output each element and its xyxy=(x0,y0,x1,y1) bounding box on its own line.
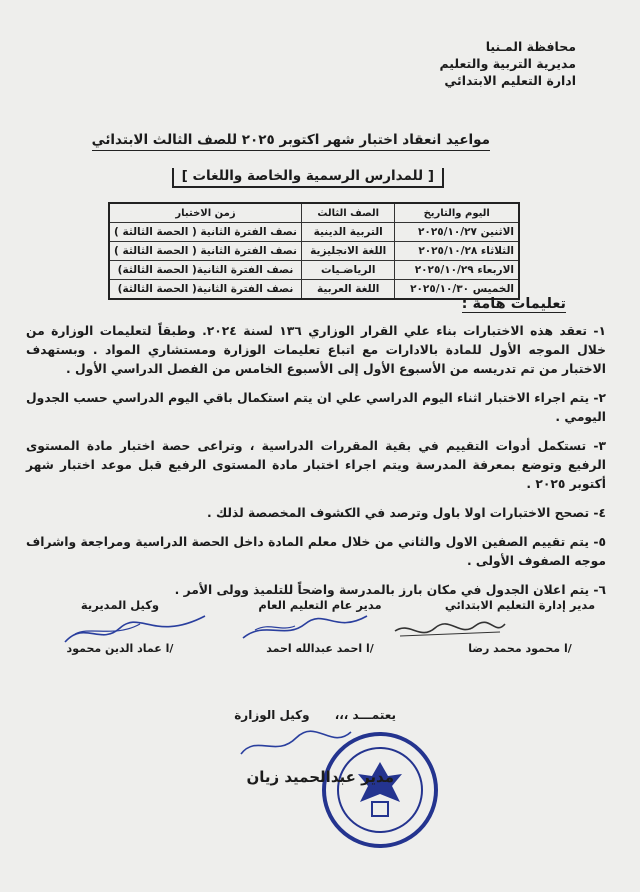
row-day: الاربعاء ٢٠٢٥/١٠/٢٩ xyxy=(395,261,519,280)
row-subject: التربية الدينية xyxy=(302,223,395,242)
endorsement-line xyxy=(234,708,396,722)
signature-scribble-3 xyxy=(60,612,210,652)
signature-scribble-2 xyxy=(235,610,375,646)
letterhead xyxy=(439,38,576,89)
deputy-name: مدير عبدالحميد زيان xyxy=(246,768,394,786)
table-header-row xyxy=(109,203,519,223)
row-time: نصف الفترة الثانية ( الحصة الثالثة ) xyxy=(109,223,302,242)
row-subject: اللغة العربية xyxy=(302,280,395,300)
signature-name: /ا محمود محمد رضا xyxy=(468,642,572,655)
signature-scribble-1 xyxy=(390,616,510,646)
endorsement-label: يعتمـــد ،،، xyxy=(334,708,396,722)
instruction-item: ٣- تستكمل أدوات التقييم في بقية المقررات الدراسية ، وتراعى حصة اختبار مادة المستوى الرفيع وتوضع بمعرفة المدرسة ويتم اجراء اختبار مادة المستوى الرفيع قبل موعد اختبار شهر أكتوبر ٢٠٢٥ . xyxy=(26,439,606,491)
header-exam-time: زمن الاختبار xyxy=(109,203,302,223)
instructions-list xyxy=(26,322,606,610)
table-row xyxy=(109,242,519,261)
row-time: نصف الفترة الثانية( الحصة الثالثة) xyxy=(109,280,302,300)
signature-row xyxy=(20,598,620,668)
official-seal-icon xyxy=(320,730,440,850)
governorate-line: محافظة المـنيا xyxy=(485,39,576,54)
instruction-item: ٢- يتم اجراء الاختبار اثناء اليوم الدراسي علي ان يتم استكمال باقي اليوم الدراسي حسب الجدول اليومي . xyxy=(26,391,606,424)
subtitle-text: للمدارس الرسمية والخاصة واللغات xyxy=(192,168,424,184)
signature-role: مدير إدارة التعليم الابتدائي xyxy=(444,598,596,612)
row-day: الاثنين ٢٠٢٥/١٠/٢٧ xyxy=(395,223,519,242)
row-day: الثلاثاء ٢٠٢٥/١٠/٢٨ xyxy=(395,242,519,261)
instruction-item: ١- تعقد هذه الاختبارات بناء علي القرار الوزاري ١٣٦ لسنة ٢٠٢٤. وطبقاً لتعليمات الوزارة من خلال الموجه الأول للمادة بالادارات مع اتباع تعليمات الوزارة ومستشاري المواد . وبستهدف الاختبار من تم تدريسه من الأسبوع الأول إلى الأسبوع الخامس من الفصل الدراسي الأول . xyxy=(26,324,606,376)
row-subject: الرياضـيات xyxy=(302,261,395,280)
table-row xyxy=(109,280,519,300)
instructions-title: تعليمات هامة : xyxy=(461,296,566,312)
signature-name: /ا احمد عبدالله احمد xyxy=(266,642,374,655)
instruction-item: ٤- تصحح الاختبارات اولا باول وترصد في الكشوف المخصصة لذلك . xyxy=(207,506,606,520)
header-day-date: اليوم والتاريخ xyxy=(395,203,519,223)
row-time: نصف الفترة الثانية( الحصة الثالثة) xyxy=(109,261,302,280)
endorsement-role: وكيل الوزارة xyxy=(234,708,310,722)
instruction-item: ٥- يتم تقييم الصفين الاول والثاني من خلال معلم المادة داخل الحصة الدراسية ومراجعة واشراف موجه الصفوف الأولى . xyxy=(26,535,606,568)
document-title: مواعيد انعقاد اختبار شهر اكتوبر ٢٠٢٥ للصف الثالث الابتدائي xyxy=(92,132,490,151)
signature-role: مدير عام التعليم العام xyxy=(258,598,382,612)
header-grade: الصف الثالث xyxy=(302,203,395,223)
directorate-line: مديرية التربية والتعليم xyxy=(439,56,576,71)
row-subject: اللغة الانجليزية xyxy=(302,242,395,261)
table-row xyxy=(109,223,519,242)
signature-name: /ا عماد الدين محمود xyxy=(66,642,174,655)
exam-schedule-table xyxy=(108,202,520,300)
document-subtitle: [ للمدارس الرسمية والخاصة واللغات ] xyxy=(172,168,444,188)
administration-line: ادارة التعليم الابتدائي xyxy=(444,73,576,88)
row-time: نصف الفترة الثانية ( الحصة الثالثة ) xyxy=(109,242,302,261)
signature-role: وكيل المديرية xyxy=(80,598,160,612)
table-row xyxy=(109,261,519,280)
row-day: الخميس ٢٠٢٥/١٠/٣٠ xyxy=(395,280,519,300)
instruction-item: ٦- يتم اعلان الجدول في مكان بارز بالمدرسة واضحاً للتلميذ وولى الأمر . xyxy=(174,583,606,597)
